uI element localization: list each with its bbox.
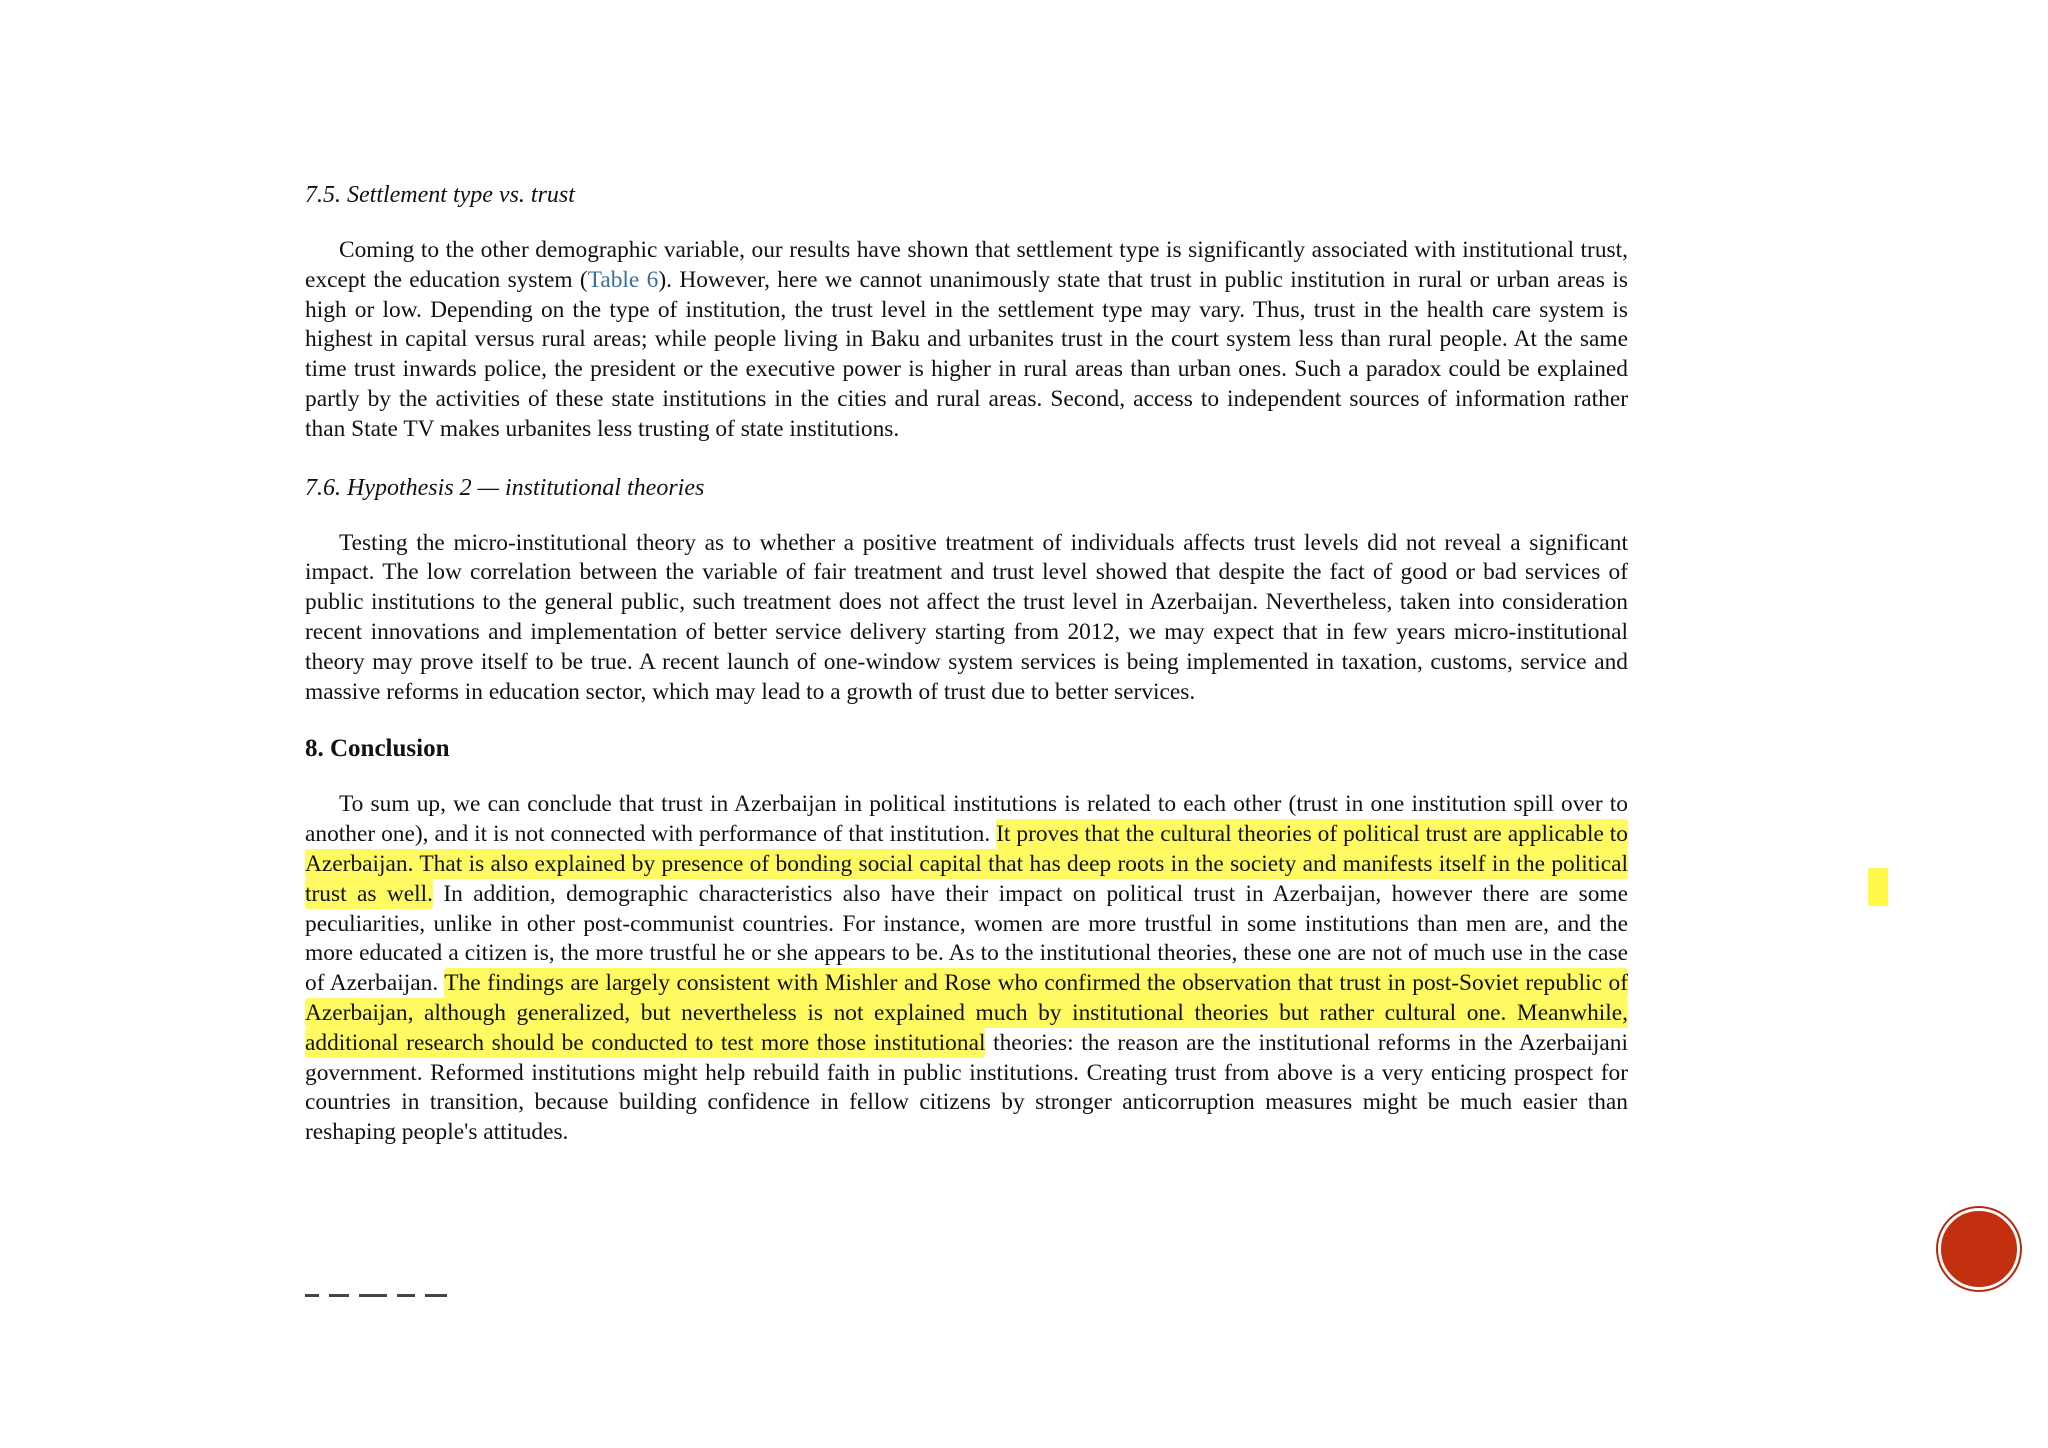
table-reference-link[interactable]: Table 6	[587, 266, 659, 293]
paragraph-text: To sum up, we can conclude that trust in Azerbaijan in political institutions is related to each other (trust in one institution spill over to another one), and it is not connected with performance of that institution.	[305, 791, 1628, 848]
paragraph-text: Coming to the other demographic variable, our results have shown that settlement type is significantly associated with institutional trust, except the education system (	[305, 237, 1628, 293]
circle-button-icon[interactable]	[1938, 1208, 2020, 1290]
paragraph-settlement-type	[305, 236, 1628, 445]
paragraph-conclusion	[305, 790, 1628, 1148]
paragraph-text: In addition, demographic characteristics also have their impact on political trust in Azerbaijan, however there are some peculiarities, unlike in other post-communist countries. For instance, women are more trustful in some institutions than men are, and the more educated a citizen is, the more trustful he or she appears to be. As to the institutional theories, these one are not of much use in the case of Azerbaijan.	[305, 880, 1629, 997]
next-heading-cutoff	[305, 1294, 485, 1302]
paragraph-text: theories: the reason are the institutional reforms in the Azerbaijani government. Reformed institutions might help rebuild faith in public institutions. Creating trust from above is a very enticing prospect for countries in transition, because building confidence in fellow citizens by stronger anticorruption measures might be much easier than reshaping people's attitudes.	[305, 1029, 1628, 1146]
section-heading-7-5: 7.5. Settlement type vs. trust	[305, 182, 575, 208]
section-heading-7-6: 7.6. Hypothesis 2 — institutional theories	[305, 474, 705, 501]
paragraph-text: ). However, here we cannot unanimously state that trust in public institution in rural or urban areas is high or low. Depending on the type of institution, the trust level in the settlement type may vary. Thus, trust in the health care system is highest in capital versus rural areas; while people living in Baku and urbanites trust in the court system less than rural people. At the same time trust inwards police, the president or the executive power is higher in rural areas than urban ones. Such a paradox could be explained partly by the activities of these state institutions in the cities and rural areas. Second, access to independent sources of information rather than State TV makes urbanites less trusting of state institutions.	[305, 266, 1628, 442]
highlighted-text: The findings are largely consistent with Mishler and Rose who confirmed the observation that trust in post-Soviet republic of Azerbaijan, although generalized, but nevertheless is not explained much by institutional theories but rather cultural one. Meanwhile, additional research should be conducted to test more those institutional	[305, 970, 1628, 1056]
highlight-mark	[1868, 868, 1888, 906]
paragraph-institutional-theories: Testing the micro-institutional theory as to whether a positive treatment of individuals affects trust levels did not reveal a significant impact. The low correlation between the variable of fair treatment and trust level showed that despite the fact of good or bad services of public institutions to the general public, such treatment does not affect the trust level in Azerbaijan. Nevertheless, taken into consideration recent innovations and implementation of better service delivery starting from 2012, we may expect that in few years micro-institutional theory may prove itself to be true. A recent launch of one-window system services is being implemented in taxation, customs, service and massive reforms in education sector, which may lead to a growth of trust due to better services.	[305, 529, 1628, 705]
section-heading-conclusion: 8. Conclusion	[305, 735, 450, 763]
document-page	[305, 178, 1628, 1148]
highlighted-text: It proves that the cultural theories of political trust are applicable to Azerbaijan. That is also explained by presence of bonding social capital that has deep roots in the society and manifests itself in the political trust as well.	[305, 821, 1628, 907]
